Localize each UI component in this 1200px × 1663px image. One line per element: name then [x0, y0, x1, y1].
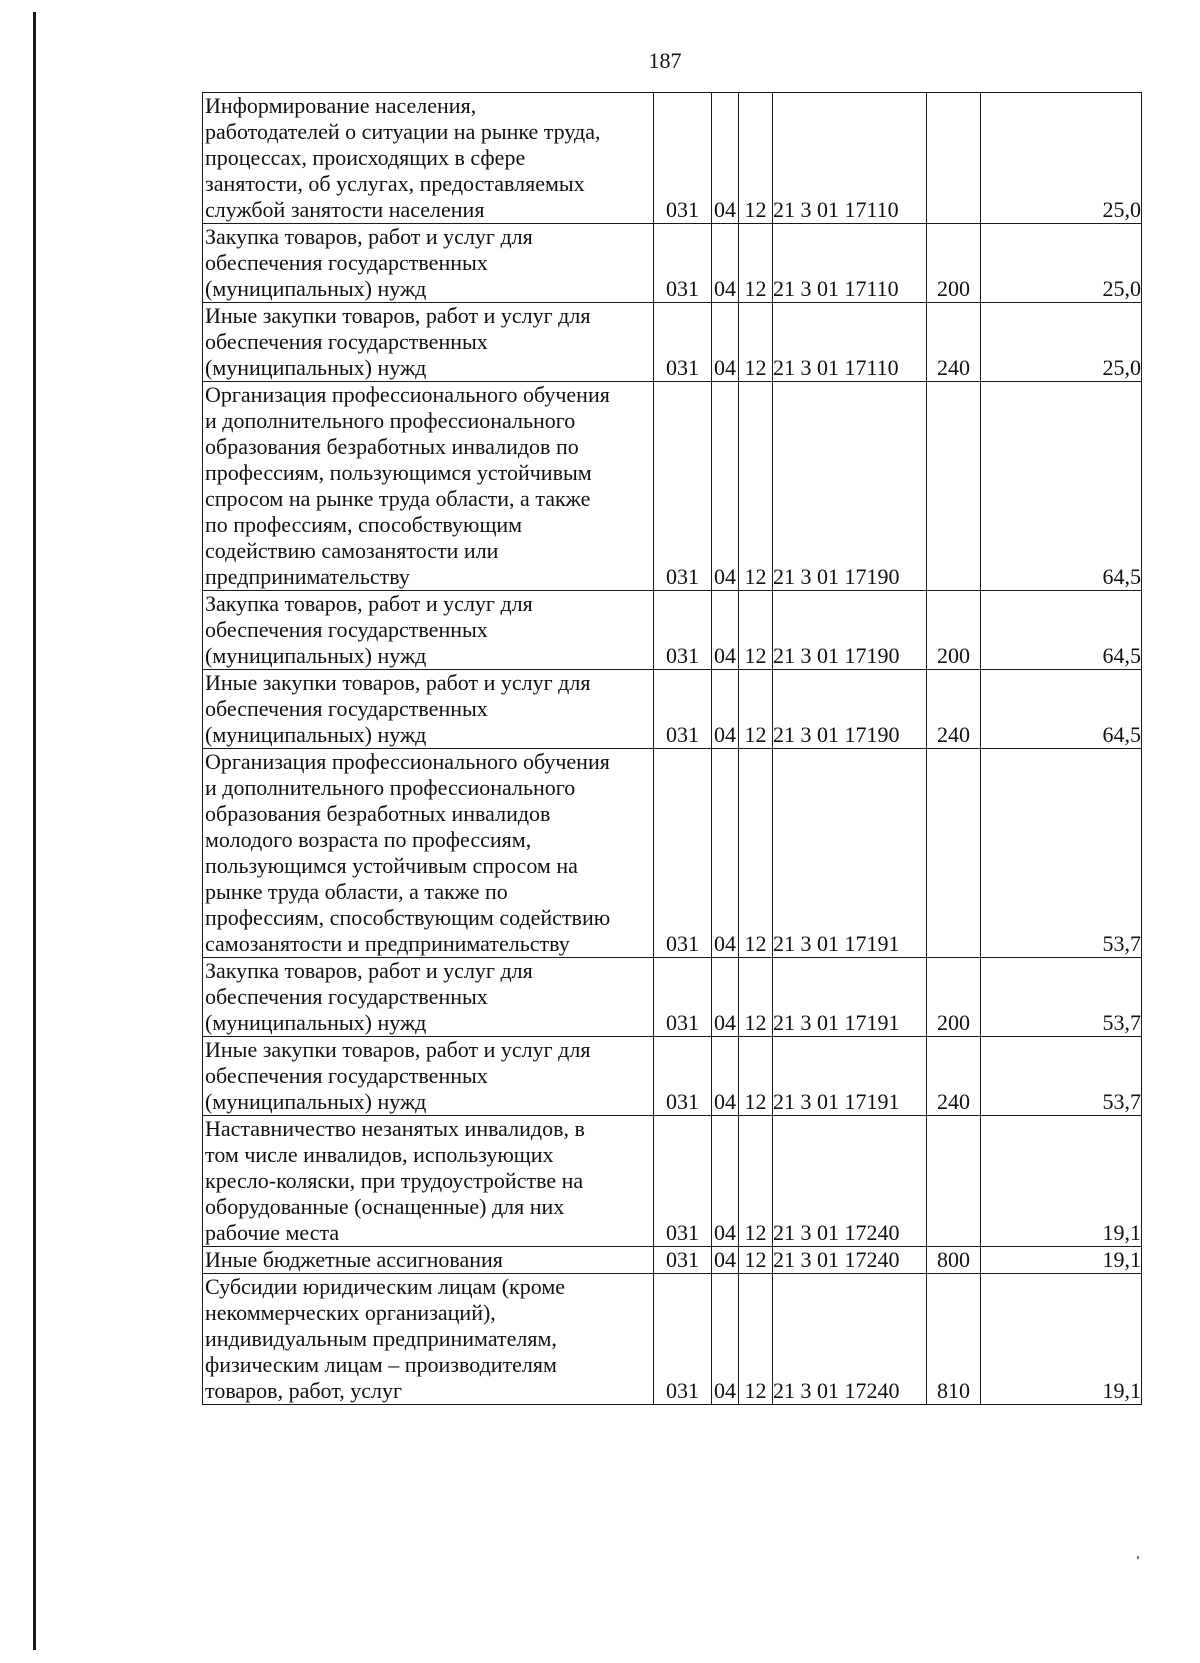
- table-row: [203, 303, 1142, 382]
- admin-code-cell: 031: [654, 303, 712, 382]
- subsection-code-cell: 12: [739, 224, 773, 303]
- target-article-code-cell: 21 3 01 17110: [773, 303, 927, 382]
- amount-cell: 64,5: [981, 591, 1142, 670]
- page-number: 187: [648, 48, 682, 73]
- subsection-code-cell: 12: [739, 591, 773, 670]
- table-row: [203, 93, 1142, 224]
- table-row: [203, 591, 1142, 670]
- section-code-cell: 04: [712, 93, 739, 224]
- target-article-code-cell: 21 3 01 17110: [773, 93, 927, 224]
- expense-name-cell: Организация профессионального обучения и дополнительного профессионального образования безработных инвалидов по профессиям, пользующимся устойчивым спросом на рынке труда области, а также по профессиям, способствующим содействию самозанятости или предпринимательству: [203, 382, 654, 591]
- section-code-cell: 04: [712, 303, 739, 382]
- expense-type-code-cell: [927, 382, 981, 591]
- expense-name-cell: Иные закупки товаров, работ и услуг для обеспечения государственных (муниципальных) нужд: [203, 1037, 654, 1116]
- subsection-code-cell: 12: [739, 958, 773, 1037]
- target-article-code-cell: 21 3 01 17190: [773, 670, 927, 749]
- expense-name-cell: Иные закупки товаров, работ и услуг для обеспечения государственных (муниципальных) нужд: [203, 670, 654, 749]
- expense-type-code-cell: 240: [927, 1037, 981, 1116]
- expense-type-code-cell: 200: [927, 958, 981, 1037]
- section-code-cell: 04: [712, 1274, 739, 1405]
- section-code-cell: 04: [712, 591, 739, 670]
- admin-code-cell: 031: [654, 93, 712, 224]
- table-row: [203, 958, 1142, 1037]
- admin-code-cell: 031: [654, 1247, 712, 1274]
- expense-name-cell: Субсидии юридическим лицам (кроме некоммерческих организаций), индивидуальным предпринимателям, физическим лицам – производителям товаров, работ, услуг: [203, 1274, 654, 1405]
- table-row: [203, 382, 1142, 591]
- target-article-code-cell: 21 3 01 17190: [773, 591, 927, 670]
- subsection-code-cell: 12: [739, 93, 773, 224]
- amount-cell: 25,0: [981, 224, 1142, 303]
- expense-type-code-cell: 800: [927, 1247, 981, 1274]
- admin-code-cell: 031: [654, 382, 712, 591]
- expense-type-code-cell: 810: [927, 1274, 981, 1405]
- subsection-code-cell: 12: [739, 1037, 773, 1116]
- admin-code-cell: 031: [654, 1037, 712, 1116]
- subsection-code-cell: 12: [739, 749, 773, 958]
- expense-name-cell: Иные бюджетные ассигнования: [203, 1247, 654, 1274]
- expense-type-code-cell: 200: [927, 224, 981, 303]
- expense-name-cell: Информирование населения, работодателей о ситуации на рынке труда, процессах, происходящих в сфере занятости, об услугах, предоставляемых службой занятости населения: [203, 93, 654, 224]
- binding-line: [33, 12, 36, 1650]
- admin-code-cell: 031: [654, 1116, 712, 1247]
- subsection-code-cell: 12: [739, 382, 773, 591]
- expense-name-cell: Закупка товаров, работ и услуг для обеспечения государственных (муниципальных) нужд: [203, 224, 654, 303]
- expense-name-cell: Организация профессионального обучения и дополнительного профессионального образования безработных инвалидов молодого возраста по профессиям, пользующимся устойчивым спросом на рынке труда области, а также по профессиям, способствующим содействию самозанятости и предпринимательству: [203, 749, 654, 958]
- section-code-cell: 04: [712, 382, 739, 591]
- expense-type-code-cell: [927, 93, 981, 224]
- section-code-cell: 04: [712, 958, 739, 1037]
- amount-cell: 53,7: [981, 1037, 1142, 1116]
- section-code-cell: 04: [712, 1116, 739, 1247]
- target-article-code-cell: 21 3 01 17191: [773, 1037, 927, 1116]
- expense-name-cell: Закупка товаров, работ и услуг для обеспечения государственных (муниципальных) нужд: [203, 958, 654, 1037]
- expense-type-code-cell: 240: [927, 303, 981, 382]
- expense-type-code-cell: [927, 749, 981, 958]
- expense-name-cell: Наставничество незанятых инвалидов, в том числе инвалидов, использующих кресло-коляски, при трудоустройстве на оборудованные (оснащенные) для них рабочие места: [203, 1116, 654, 1247]
- subsection-code-cell: 12: [739, 1116, 773, 1247]
- amount-cell: 19,1: [981, 1116, 1142, 1247]
- table-row: [203, 1247, 1142, 1274]
- target-article-code-cell: 21 3 01 17240: [773, 1247, 927, 1274]
- amount-cell: 25,0: [981, 303, 1142, 382]
- amount-cell: 53,7: [981, 958, 1142, 1037]
- target-article-code-cell: 21 3 01 17240: [773, 1274, 927, 1405]
- amount-cell: 25,0: [981, 93, 1142, 224]
- table-row: [203, 1037, 1142, 1116]
- target-article-code-cell: 21 3 01 17191: [773, 749, 927, 958]
- admin-code-cell: 031: [654, 591, 712, 670]
- table-row: [203, 1116, 1142, 1247]
- section-code-cell: 04: [712, 670, 739, 749]
- table-row: [203, 1274, 1142, 1405]
- section-code-cell: 04: [712, 224, 739, 303]
- target-article-code-cell: 21 3 01 17191: [773, 958, 927, 1037]
- expense-type-code-cell: [927, 1116, 981, 1247]
- budget-table: [202, 92, 1142, 1405]
- target-article-code-cell: 21 3 01 17190: [773, 382, 927, 591]
- table-row: [203, 670, 1142, 749]
- subsection-code-cell: 12: [739, 670, 773, 749]
- section-code-cell: 04: [712, 749, 739, 958]
- amount-cell: 64,5: [981, 382, 1142, 591]
- expense-type-code-cell: 240: [927, 670, 981, 749]
- subsection-code-cell: 12: [739, 1274, 773, 1405]
- admin-code-cell: 031: [654, 1274, 712, 1405]
- target-article-code-cell: 21 3 01 17240: [773, 1116, 927, 1247]
- table-row: [203, 224, 1142, 303]
- subsection-code-cell: 12: [739, 1247, 773, 1274]
- expense-name-cell: Закупка товаров, работ и услуг для обеспечения государственных (муниципальных) нужд: [203, 591, 654, 670]
- admin-code-cell: 031: [654, 224, 712, 303]
- subsection-code-cell: 12: [739, 303, 773, 382]
- amount-cell: 19,1: [981, 1247, 1142, 1274]
- section-code-cell: 04: [712, 1037, 739, 1116]
- admin-code-cell: 031: [654, 958, 712, 1037]
- amount-cell: 64,5: [981, 670, 1142, 749]
- table-row: [203, 749, 1142, 958]
- admin-code-cell: 031: [654, 670, 712, 749]
- expense-name-cell: Иные закупки товаров, работ и услуг для обеспечения государственных (муниципальных) нужд: [203, 303, 654, 382]
- admin-code-cell: 031: [654, 749, 712, 958]
- amount-cell: 19,1: [981, 1274, 1142, 1405]
- expense-type-code-cell: 200: [927, 591, 981, 670]
- section-code-cell: 04: [712, 1247, 739, 1274]
- scan-speck: [1137, 1556, 1139, 1559]
- target-article-code-cell: 21 3 01 17110: [773, 224, 927, 303]
- amount-cell: 53,7: [981, 749, 1142, 958]
